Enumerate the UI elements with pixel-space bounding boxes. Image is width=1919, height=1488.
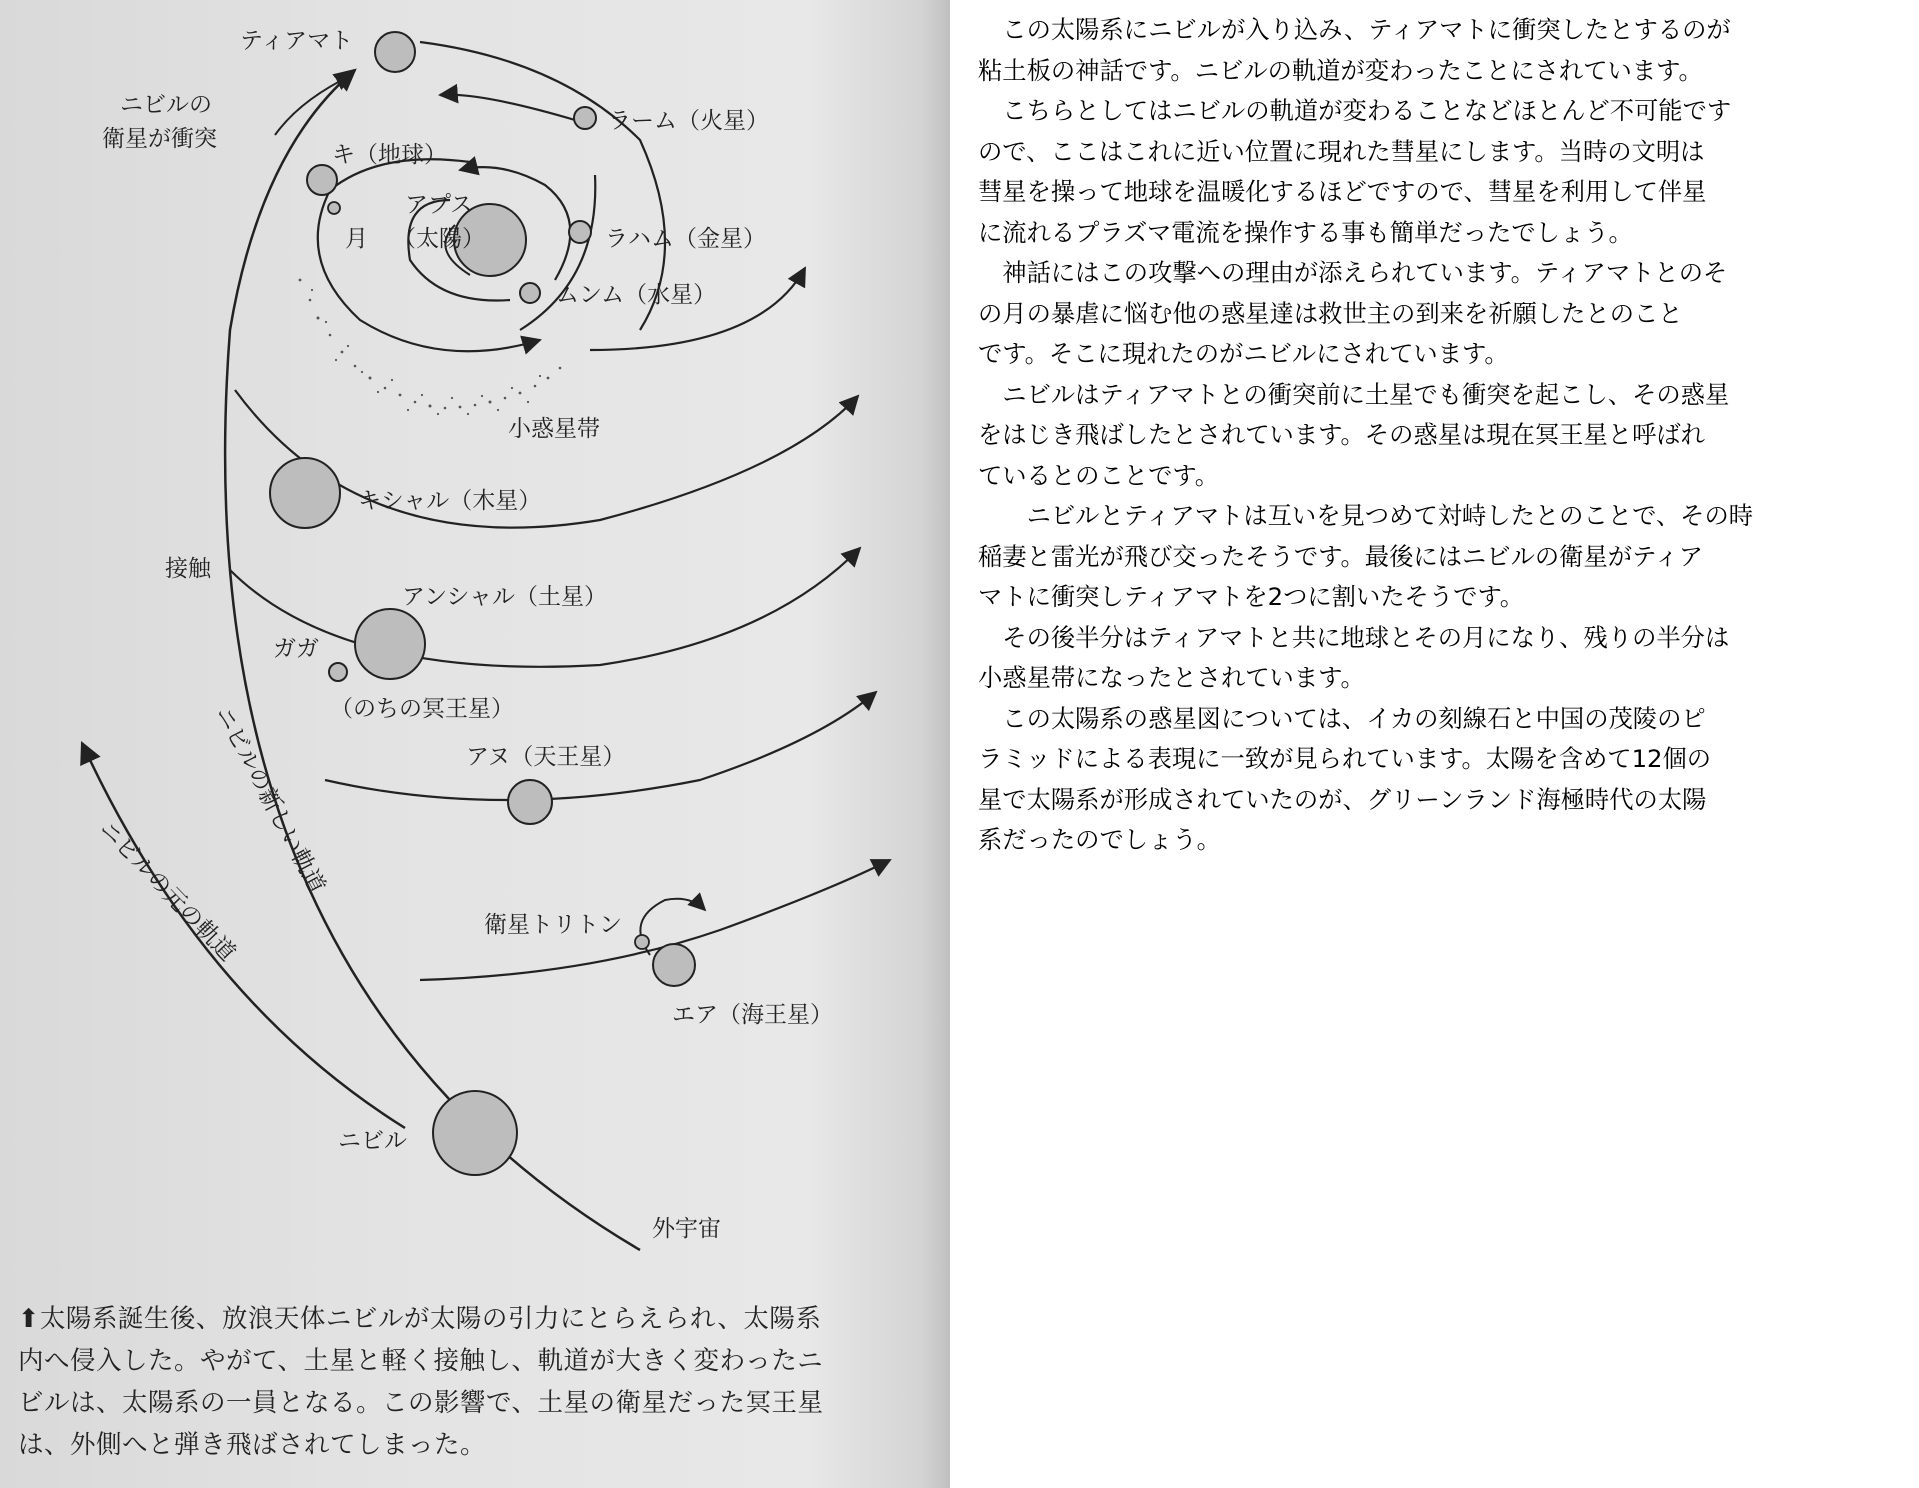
mummu-planet bbox=[520, 283, 540, 303]
scanned-book-page bbox=[0, 0, 950, 1488]
label-apsu-1: アプス bbox=[405, 192, 474, 218]
label-tiamat: ティアマト bbox=[240, 28, 354, 54]
article-line: ニビルとティアマトは互いを見つめて対峙したとのことで、その時 bbox=[978, 501, 1754, 530]
label-ki: キ（地球） bbox=[332, 142, 447, 168]
label-apsu-2: （太陽） bbox=[393, 226, 485, 252]
caption-line: 内へ侵入した。やがて、土星と軽く接触し、軌道が大きく変わったニ bbox=[18, 1346, 824, 1376]
label-moon: 月 bbox=[345, 226, 368, 252]
caption-line: は、外側へと弾き飛ばされてしまった。 bbox=[18, 1430, 487, 1460]
article-line: こちらとしてはニビルの軌道が変わることなどほとんど不可能です bbox=[978, 96, 1732, 125]
article-line: 系だったのでしょう。 bbox=[978, 825, 1221, 854]
label-outer-space: 外宇宙 bbox=[652, 1216, 721, 1242]
kishar-planet bbox=[270, 458, 340, 528]
article-line: ので、ここはこれに近い位置に現れた彗星にします。当時の文明は bbox=[978, 136, 1705, 166]
label-lahmu: ラーム（火星） bbox=[608, 108, 769, 134]
label-gaga-note: （のちの冥王星） bbox=[330, 696, 514, 722]
label-mummu: ムンム（水星） bbox=[556, 282, 717, 308]
article-line: ているとのことです。 bbox=[978, 460, 1220, 490]
label-nibiru-satellite-2: 衛星が衝突 bbox=[102, 126, 217, 152]
caption-line: ⬆太陽系誕生後、放浪天体ニビルが太陽の引力にとらえられ、太陽系 bbox=[18, 1304, 822, 1334]
solar-system-diagram bbox=[0, 0, 950, 1290]
label-anu: アヌ（天王星） bbox=[466, 744, 626, 770]
label-kishar: キシャル（木星） bbox=[358, 488, 542, 514]
figure-caption bbox=[18, 1298, 948, 1466]
triton-moon bbox=[635, 935, 649, 949]
label-new-orbit: ニビルの新しい軌道 bbox=[209, 702, 330, 898]
anshar-planet bbox=[355, 609, 425, 679]
label-nibiru-satellite-1: ニビルの bbox=[120, 92, 212, 118]
lahamu-planet bbox=[569, 221, 591, 243]
label-gaga: ガガ bbox=[273, 636, 319, 662]
label-asteroid-belt: 小惑星帯 bbox=[508, 416, 600, 442]
label-old-orbit: ニビルの元の軌道 bbox=[93, 816, 241, 967]
article-text bbox=[978, 10, 1918, 861]
article-line: の月の暴虐に悩む他の惑星達は救世主の到来を祈願したとのこと bbox=[978, 298, 1683, 328]
nibiru-planet bbox=[433, 1091, 517, 1175]
article-line: 星で太陽系が形成されていたのが、グリーンランド海極時代の太陽 bbox=[978, 784, 1707, 814]
article-line: 小惑星帯になったとされています。 bbox=[978, 663, 1365, 692]
label-triton: 衛星トリトン bbox=[484, 912, 622, 938]
article-line: をはじき飛ばしたとされています。その惑星は現在冥王星と呼ばれ bbox=[978, 420, 1705, 449]
label-contact: 接触 bbox=[165, 556, 211, 582]
article-line: 神話にはこの攻撃への理由が添えられています。ティアマトとのそ bbox=[978, 258, 1728, 287]
label-nibiru: ニビル bbox=[338, 1128, 407, 1154]
article-line: その後半分はティアマトと共に地球とその月になり、残りの半分は bbox=[978, 622, 1730, 652]
spiral-rising-arrow bbox=[590, 268, 805, 350]
caption-line: ビルは、太陽系の一員となる。この影響で、土星の衛星だった冥王星 bbox=[18, 1388, 824, 1418]
label-lahamu: ラハム（金星） bbox=[605, 226, 766, 252]
nibiru-original-orbit-line bbox=[82, 743, 405, 1128]
gaga-planet bbox=[329, 663, 347, 681]
anu-planet bbox=[508, 780, 552, 824]
tiamat-planet bbox=[375, 32, 415, 72]
article-line: ラミッドによる表現に一致が見られています。太陽を含めて12個の bbox=[978, 744, 1712, 773]
label-ea: エア（海王星） bbox=[672, 1002, 833, 1028]
article-line: 彗星を操って地球を温暖化するほどですので、彗星を利用して伴星 bbox=[978, 177, 1707, 206]
label-anshar: アンシャル（土星） bbox=[402, 584, 608, 610]
article-line: ニビルはティアマトとの衝突前に土星でも衝突を起こし、その惑星 bbox=[978, 379, 1730, 409]
article-line: です。そこに現れたのがニビルにされています。 bbox=[978, 339, 1509, 368]
article-line: 稲妻と雷光が飛び交ったそうです。最後にはニビルの衛星がティア bbox=[978, 541, 1704, 571]
ea-planet bbox=[653, 944, 695, 986]
article-line: に流れるプラズマ電流を操作する事も簡単だったでしょう。 bbox=[978, 217, 1633, 247]
lahmu-orbit-line bbox=[440, 95, 575, 120]
ki-planet bbox=[307, 165, 337, 195]
article-line: マトに衝突しティアマトを2つに割いたそうです。 bbox=[978, 582, 1525, 611]
article-line: この太陽系にニビルが入り込み、ティアマトに衝突したとするのが bbox=[978, 15, 1731, 44]
article-line: この太陽系の惑星図については、イカの刻線石と中国の茂陵のピ bbox=[978, 703, 1706, 733]
moon-body bbox=[328, 202, 340, 214]
lahmu-planet bbox=[574, 107, 596, 129]
article-line: 粘土板の神話です。ニビルの軌道が変わったことにされています。 bbox=[978, 55, 1703, 85]
